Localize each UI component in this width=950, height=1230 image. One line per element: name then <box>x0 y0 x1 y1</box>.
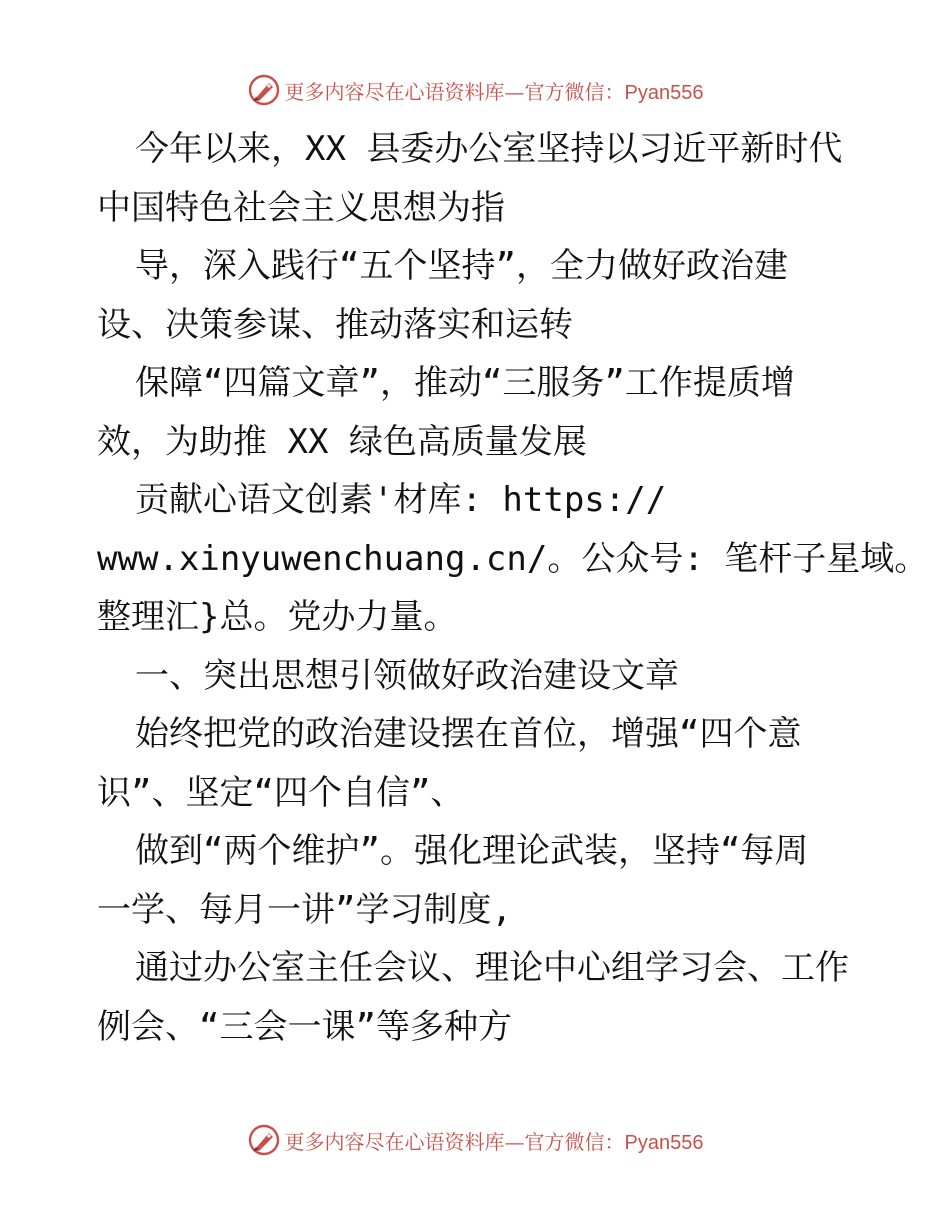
body-line: 效，为助推 XX 绿色高质量发展 <box>97 421 587 462</box>
body-line: 识”、坚定“四个自信”、 <box>97 772 465 813</box>
body-line: 整理汇}总。党办力量。 <box>97 597 458 637</box>
pen-nib-logo-icon <box>247 1123 281 1157</box>
body-line: www.xinyuwenchuang.cn/。公众号: 笔杆子星域。 <box>97 538 929 579</box>
body-line: 通过办公室主任会议、理论中心组学习会、工作 <box>135 948 849 988</box>
section-heading: 一、突出思想引领做好政治建设文章 <box>135 655 679 696</box>
body-line: 例会、“三会一课”等多种方 <box>97 1006 512 1047</box>
footer-watermark <box>0 1120 950 1160</box>
pen-nib-logo-icon <box>247 73 281 107</box>
body-line: 今年以来，XX 县委办公室坚持以习近平新时代 <box>135 129 843 169</box>
body-line: 中国特色社会主义思想为指 <box>97 187 505 228</box>
watermark-site-text: 更多内容尽在心语资料库—官方微信： <box>284 1129 625 1154</box>
watermark-text <box>285 1126 704 1155</box>
body-line: 贡献心语文创素'材库: https:// <box>135 480 667 520</box>
document-body <box>97 120 929 1056</box>
body-line: 设、决策参谋、推动落实和运转 <box>97 304 573 345</box>
body-line: 始终把党的政治建设摆在首位，增强“四个意 <box>135 714 802 754</box>
body-line: 保障“四篇文章”，推动“三服务”工作提质增 <box>135 363 795 403</box>
watermark-handle: Pyan556 <box>624 1131 704 1154</box>
watermark-site-text: 更多内容尽在心语资料库—官方微信： <box>284 79 625 104</box>
header-watermark <box>0 70 950 110</box>
watermark-text <box>285 76 704 105</box>
body-line: 做到“两个维护”。强化理论武装，坚持“每周 <box>135 831 809 871</box>
watermark-handle: Pyan556 <box>624 81 704 104</box>
body-line: 导，深入践行“五个坚持”，全力做好政治建 <box>135 246 788 286</box>
body-line: 一学、每月一讲”学习制度, <box>97 889 512 930</box>
